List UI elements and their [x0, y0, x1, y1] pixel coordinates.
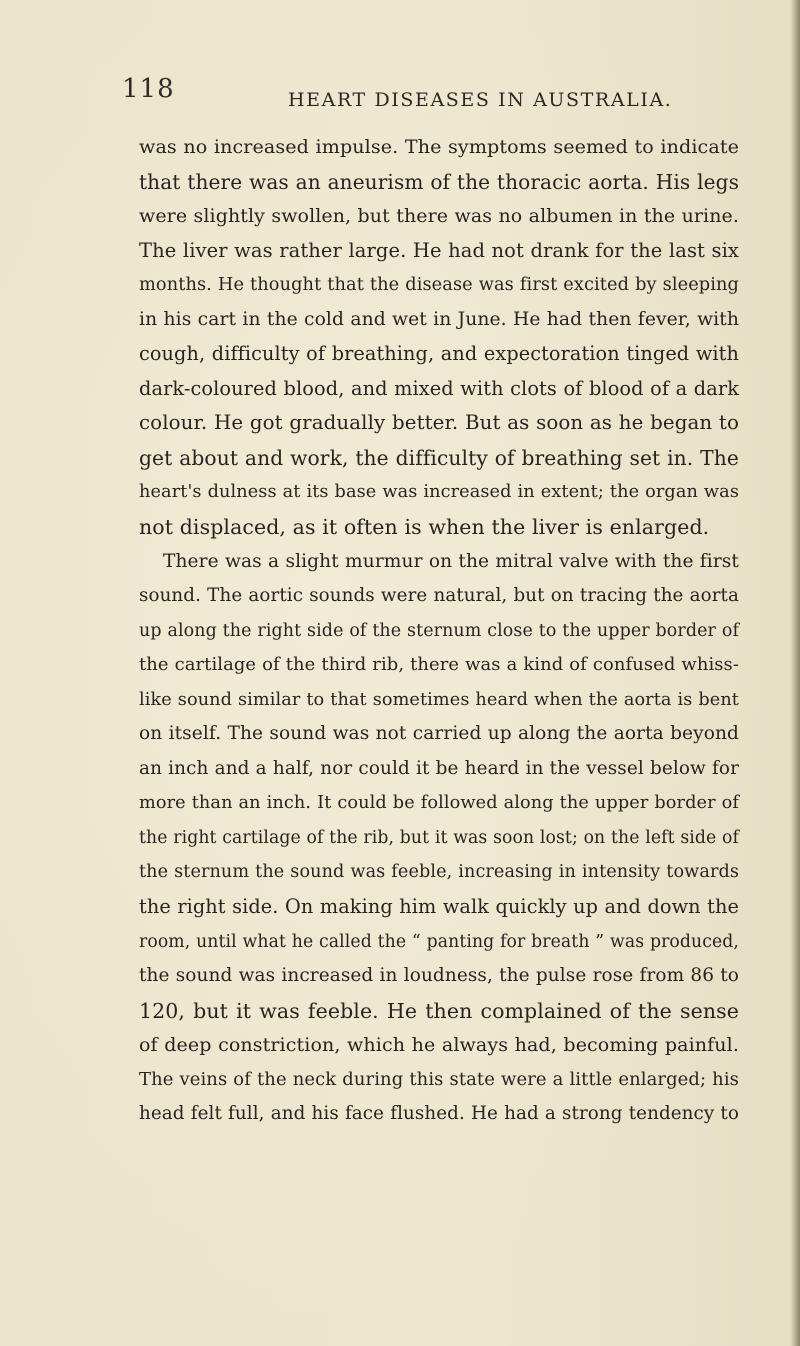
text-line: heart's dulness at its base was increased in extent; the organ was: [139, 482, 739, 503]
text-line: of deep constriction, which he always had, becoming painful.: [139, 1034, 739, 1057]
text-line: the cartilage of the third rib, there was a kind of confused whiss-: [139, 654, 739, 676]
text-line: colour. He got gradually better. But as soon as he began to: [139, 411, 739, 435]
text-line: up along the right side of the sternum close to the upper border of: [139, 620, 739, 641]
text-line: more than an inch. It could be followed along the upper border of: [139, 793, 739, 814]
text-line: the sound was increased in loudness, the pulse rose from 86 to: [139, 965, 739, 987]
text-line: not displaced, as it often is when the liver is enlarged.: [139, 515, 710, 540]
text-line: room, until what he called the “ panting for breath ” was produced,: [139, 931, 739, 952]
text-line: the right side. On making him walk quickly up and down the: [139, 895, 739, 919]
text-line: head felt full, and his face flushed. He had a strong tendency to: [139, 1103, 739, 1125]
text-line: 120, but it was feeble. He then complained of the sense: [139, 998, 739, 1023]
text-line: The liver was rather large. He had not drank for the last six: [139, 238, 739, 262]
text-line: like sound similar to that sometimes heard when the aorta is bent: [139, 689, 739, 710]
text-line: was no increased impulse. The symptoms seemed to indicate: [139, 135, 739, 158]
text-line: dark-coloured blood, and mixed with clots of blood of a dark: [139, 376, 739, 400]
body-text: [139, 130, 739, 1132]
page-number: 118: [122, 74, 175, 104]
page-edge-shadow: [790, 0, 800, 1346]
text-line: the sternum the sound was feeble, increasing in intensity towards: [139, 862, 739, 883]
text-line: sound. The aortic sounds were natural, but on tracing the aorta: [139, 585, 739, 607]
text-line: in his cart in the cold and wet in June. He had then fever, with: [139, 308, 739, 330]
text-line: that there was an aneurism of the thoracic aorta. His legs: [139, 169, 739, 194]
text-line: an inch and a half, nor could it be heard in the vessel below for: [139, 757, 739, 779]
text-line: on itself. The sound was not carried up along the aorta beyond: [139, 723, 739, 745]
text-line: the right cartilage of the rib, but it was soon lost; on the left side of: [139, 827, 739, 848]
text-line: months. He thought that the disease was first excited by sleeping: [139, 275, 739, 296]
running-head: HEART DISEASES IN AUSTRALIA.: [288, 89, 673, 111]
text-line: There was a slight murmur on the mitral valve with the first: [163, 550, 739, 572]
text-line: get about and work, the difficulty of breathing set in. The: [139, 445, 739, 470]
text-line: cough, difficulty of breathing, and expectoration tinged with: [139, 342, 739, 366]
text-line: were slightly swollen, but there was no albumen in the urine.: [139, 205, 739, 228]
text-line: The veins of the neck during this state were a little enlarged; his: [139, 1068, 739, 1090]
